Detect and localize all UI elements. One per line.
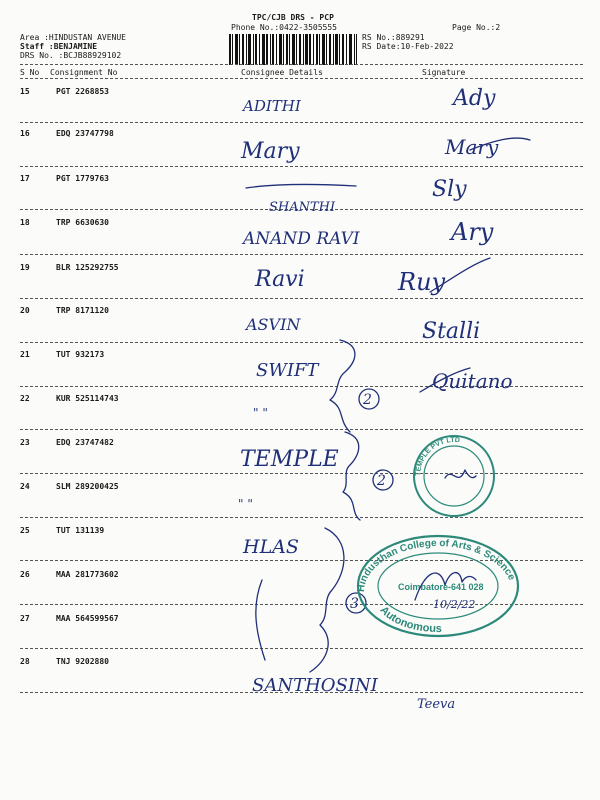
row-consignment: PGT 2268853 [56, 87, 109, 96]
drs-number: DRS No. :BCJB88929102 [20, 51, 122, 60]
row-sno: 26 [20, 570, 30, 579]
row-sno: 24 [20, 482, 30, 491]
col-sno: S No [20, 68, 40, 77]
company-stamp-text: TEMPLE PVT LTD [414, 436, 461, 477]
row-sno: 28 [20, 657, 30, 666]
page-number: Page No.:2 [452, 23, 501, 32]
area-label: Area :HINDUSTAN AVENUE [20, 33, 126, 42]
signature-handwriting: Ary [451, 218, 494, 246]
bracket-group-2 [343, 432, 360, 520]
signature-handwriting: Ruy [398, 268, 446, 296]
college-stamp-city: Coimbatore-641 028 [398, 582, 484, 592]
strike-through-line [246, 184, 356, 188]
bracket-count: 2 [363, 392, 372, 408]
row-consignment: TRP 6630630 [56, 218, 109, 227]
row-sno: 21 [20, 350, 30, 359]
row-sno: 17 [20, 174, 30, 183]
staff-label: Staff :BENJAMINE [20, 42, 98, 51]
col-consignee: Consignee Details [241, 68, 323, 77]
row-sno: 25 [20, 526, 30, 535]
row-sno: 20 [20, 306, 30, 315]
college-stamp-top-text: Hindusthan College of Arts & Science [355, 537, 518, 593]
signature-handwriting: Stalli [422, 319, 481, 344]
consignee-handwriting: Mary [241, 139, 300, 164]
consignee-handwriting: HLAS [243, 536, 299, 558]
consignee-handwriting: ANAND RAVI [243, 229, 360, 249]
consignee-handwriting: ASVIN [246, 315, 301, 334]
phone-number: Phone No.:0422-3505555 [231, 23, 337, 32]
consignee-handwriting: TEMPLE [240, 447, 339, 472]
row-sno: 15 [20, 87, 30, 96]
col-consignment: Consignment No [50, 68, 118, 77]
row-consignment: MAA 564599567 [56, 614, 119, 623]
signature-handwriting: Teeva [417, 697, 456, 712]
col-signature: Signature [422, 68, 466, 77]
bracket-left-stroke [256, 580, 265, 660]
signature-handwriting: Quitano [432, 369, 513, 393]
bracket-count: 3 [350, 596, 359, 612]
row-consignment: PGT 1779763 [56, 174, 109, 183]
row-sno: 23 [20, 438, 30, 447]
row-consignment: KUR 525114743 [56, 394, 119, 403]
bracket-group-3 [310, 528, 344, 672]
row-sno: 16 [20, 129, 30, 138]
row-consignment: EDQ 23747798 [56, 129, 114, 138]
bracket-count: 2 [377, 473, 386, 489]
row-consignment: BLR 125292755 [56, 263, 119, 272]
row-sno: 18 [20, 218, 30, 227]
document-title: TPC/CJB DRS - PCP [252, 13, 334, 22]
ditto-mark: " " [238, 497, 253, 511]
consignee-handwriting: SHANTHI [269, 200, 336, 215]
row-consignment: SLM 289200425 [56, 482, 119, 491]
rs-number: RS No.:889291 [362, 33, 425, 42]
bracket-group-1 [330, 340, 355, 432]
row-sno: 22 [20, 394, 30, 403]
signature-handwriting: Ady [453, 86, 496, 111]
signature-handwriting: Mary [445, 135, 499, 159]
consignee-handwriting: Ravi [255, 267, 305, 292]
row-consignment: TNJ 9202880 [56, 657, 109, 666]
row-sno: 19 [20, 263, 30, 272]
consignee-handwriting: SWIFT [256, 360, 319, 381]
rs-date: RS Date:10-Feb-2022 [362, 42, 454, 51]
signature-handwriting: Sly [432, 177, 467, 202]
row-sno: 27 [20, 614, 30, 623]
ditto-mark: " " [253, 406, 268, 420]
row-consignment: TRP 8171120 [56, 306, 109, 315]
stamp-handwritten-date: 10/2/22 [433, 598, 476, 611]
row-consignment: MAA 281773602 [56, 570, 119, 579]
row-consignment: TUT 932173 [56, 350, 105, 359]
consignee-handwriting: SANTHOSINI [252, 675, 378, 696]
stamp-signature [445, 470, 476, 478]
row-consignment: EDQ 23747482 [56, 438, 114, 447]
consignee-handwriting: ADITHI [243, 97, 301, 115]
row-consignment: TUT 131139 [56, 526, 105, 535]
college-stamp-bottom-text: Autonomous [377, 604, 442, 636]
